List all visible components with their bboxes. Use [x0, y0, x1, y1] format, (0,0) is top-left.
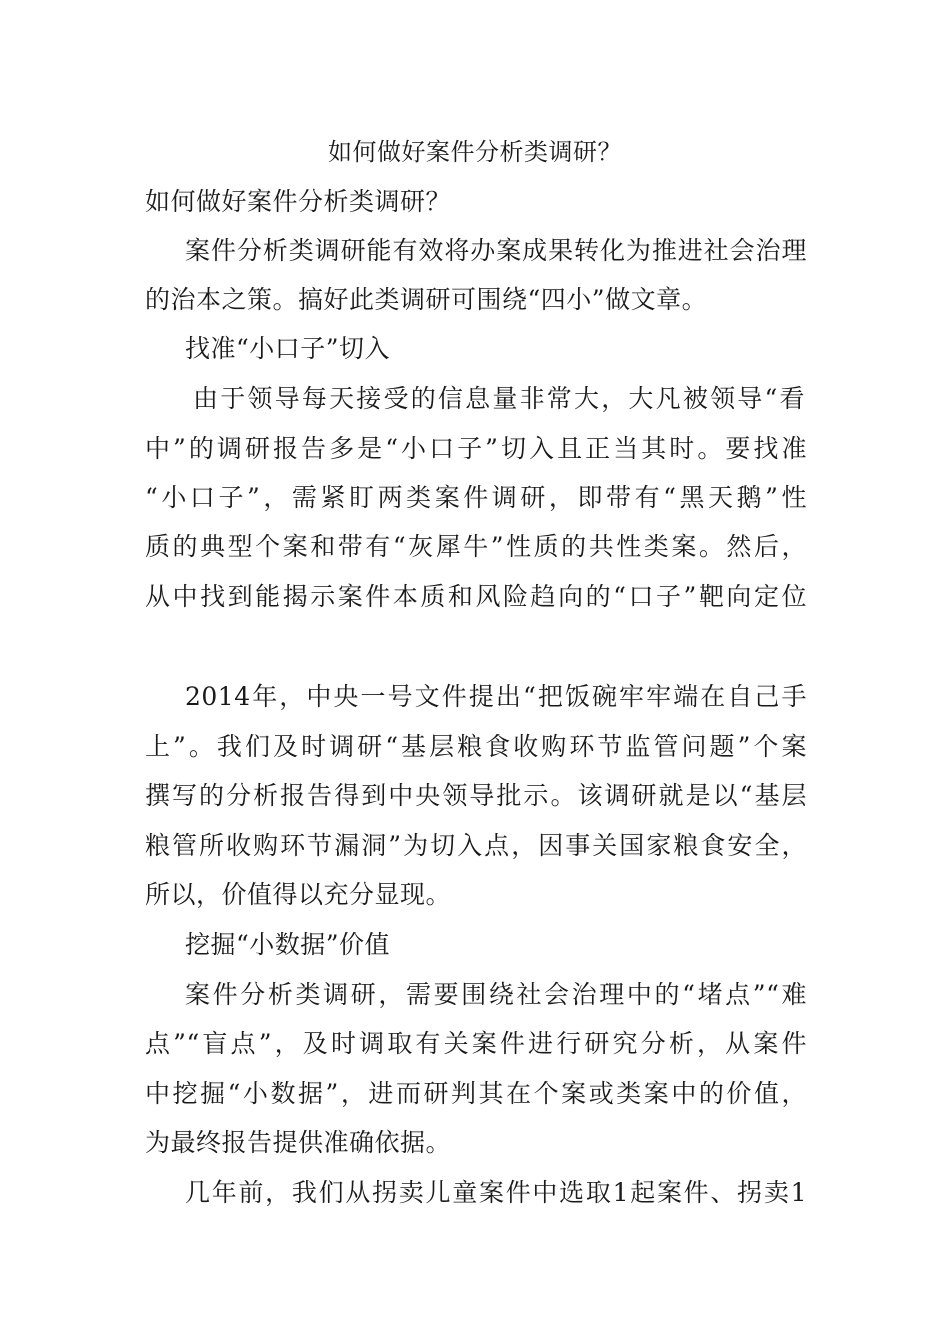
- paragraph-line: 的治本之策。搞好此类调研可围绕“四小”做文章。: [145, 285, 708, 314]
- paragraph-line: 由于领导每天接受的信息量非常大，大凡被领导“看: [193, 384, 805, 413]
- paragraph-line: 为最终报告提供准确依据。: [145, 1128, 452, 1157]
- paragraph-line: “小口子”，需紧盯两类案件调研，即带有“黑天鹅”性: [145, 483, 807, 512]
- paragraph-line: 案件分析类调研能有效将办案成果转化为推进社会治理: [185, 236, 807, 265]
- paragraph-line: 粮管所收购环节漏洞”为切入点，因事关国家粮食安全，: [145, 831, 807, 860]
- subtitle-line: 如何做好案件分析类调研？: [145, 187, 452, 216]
- paragraph-line: 几年前，我们从拐卖儿童案件中选取1起案件、拐卖1: [185, 1178, 807, 1207]
- paragraph-line: 中”的调研报告多是“小口子”切入且正当其时。要找准: [145, 434, 807, 463]
- section-heading: 找准“小口子”切入: [185, 334, 391, 363]
- paragraph-line: 上”。我们及时调研“基层粮食收购环节监管问题”个案: [145, 732, 807, 761]
- paragraph-line: 撰写的分析报告得到中央领导批示。该调研就是以“基层: [145, 781, 807, 810]
- paragraph-line: 所以，价值得以充分显现。: [145, 880, 452, 909]
- paragraph-line: 案件分析类调研，需要围绕社会治理中的“堵点”“难: [185, 980, 807, 1009]
- paragraph-line: 从中找到能揭示案件本质和风险趋向的“口子”靶向定位: [145, 582, 807, 611]
- paragraph-line: 中挖掘“小数据”，进而研判其在个案或类案中的价值，: [145, 1079, 807, 1108]
- paragraph-line: 点”“盲点”，及时调取有关案件进行研究分析，从案件: [145, 1029, 807, 1058]
- document-title: 如何做好案件分析类调研？: [328, 138, 622, 166]
- section-heading: 挖掘“小数据”价值: [185, 930, 391, 959]
- paragraph-line: 质的典型个案和带有“灰犀牛”性质的共性类案。然后，: [145, 532, 807, 561]
- paragraph-line: 2014年，中央一号文件提出“把饭碗牢牢端在自己手: [185, 682, 807, 711]
